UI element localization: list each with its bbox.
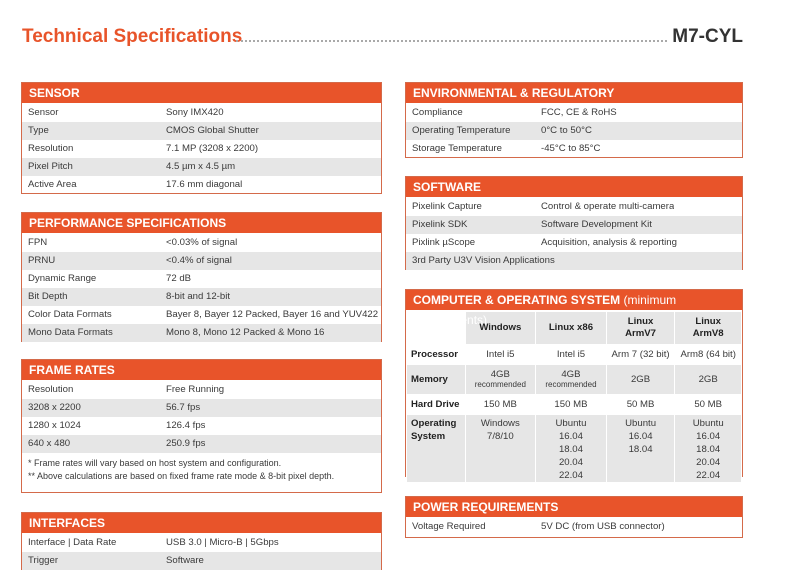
spec-full-row: 3rd Party U3V Vision Applications (412, 255, 555, 266)
spec-row (22, 399, 381, 417)
spec-key: 640 x 480 (28, 438, 71, 449)
os-row-label: Hard Drive (407, 395, 466, 415)
page-title: Technical Specifications (22, 26, 243, 47)
spec-key: 1280 x 1024 (28, 420, 81, 431)
environmental-rows (406, 104, 742, 158)
model-name: M7-CYL (672, 26, 743, 47)
os-cell: Intel i5 (536, 345, 607, 365)
spec-key: Pixelink Capture (412, 201, 482, 212)
os-cell: 2GB (606, 365, 675, 395)
spec-key: Trigger (28, 555, 59, 566)
spec-key: Type (28, 125, 49, 136)
spec-key: Sensor (28, 107, 59, 118)
spec-key: Storage Temperature (412, 143, 502, 154)
spec-key: Voltage Required (412, 521, 486, 532)
frame-rates-section (21, 359, 382, 493)
os-version: 20.04 (696, 457, 721, 468)
os-cell: Arm8 (64 bit) (675, 345, 742, 365)
spec-value: 126.4 fps (166, 420, 206, 431)
spec-row (406, 122, 742, 140)
spec-key: Interface | Data Rate (28, 537, 117, 548)
os-version: Ubuntu (555, 418, 587, 429)
spec-row (406, 198, 742, 216)
spec-row (406, 216, 742, 234)
spec-key: Color Data Formats (28, 309, 112, 320)
spec-key: Active Area (28, 179, 77, 190)
header-dotted-leader (236, 40, 667, 42)
os-cell (606, 415, 675, 483)
os-cell-value: 4GB (490, 369, 510, 380)
os-cell: Intel i5 (465, 345, 536, 365)
spec-value: FCC, CE & RoHS (541, 107, 617, 118)
os-col-header (675, 312, 742, 345)
spec-row (22, 552, 381, 570)
spec-value: Bayer 8, Bayer 12 Packed, Bayer 16 and YUV422 (166, 309, 379, 320)
computer-os-title (406, 290, 742, 327)
spec-value: Mono 8, Mono 12 Packed & Mono 16 (166, 327, 325, 338)
os-version: 18.04 (696, 444, 721, 455)
os-cell: 50 MB (606, 395, 675, 415)
os-cell (536, 415, 607, 483)
spec-row (22, 288, 381, 306)
computer-os-subtitle: (minimum requirements) (413, 293, 677, 327)
power-title: POWER REQUIREMENTS (406, 497, 742, 518)
spec-row (406, 518, 742, 536)
spec-value: 0°C to 50°C (541, 125, 592, 136)
os-cell (536, 365, 607, 395)
os-memory-row (407, 365, 742, 395)
computer-os-heading: COMPUTER & OPERATING SYSTEM (413, 293, 621, 307)
spec-row (22, 534, 381, 552)
os-col-header: Linux x86 (536, 312, 607, 345)
os-cell (675, 415, 742, 483)
spec-row (22, 324, 381, 342)
os-cell-value: Windows 7/8/10 (480, 418, 520, 442)
os-col-header-label: Linux ArmV8 (692, 316, 724, 339)
os-cell: Arm 7 (32 bit) (606, 345, 675, 365)
os-version: 20.04 (558, 457, 583, 468)
interfaces-title: INTERFACES (22, 513, 381, 534)
spec-value: 17.6 mm diagonal (166, 179, 243, 190)
page-header (22, 24, 743, 54)
spec-value: Acquisition, analysis & reporting (541, 237, 677, 248)
spec-value: 5V DC (from USB connector) (541, 521, 665, 532)
os-version: 18.04 (628, 444, 653, 455)
os-cell-value: 4GB (561, 369, 581, 380)
os-cell (465, 365, 536, 395)
os-version: 16.04 (558, 431, 583, 442)
power-section (405, 496, 743, 538)
spec-key: Operating Temperature (412, 125, 511, 136)
spec-value: -45°C to 85°C (541, 143, 601, 154)
os-row-label: Processor (407, 345, 466, 365)
spec-value: <0.03% of signal (166, 237, 238, 248)
spec-row (22, 122, 381, 140)
spec-row (406, 252, 742, 270)
spec-key: Dynamic Range (28, 273, 97, 284)
spec-value: 250.9 fps (166, 438, 206, 449)
frame-rates-notes (22, 453, 381, 483)
spec-row (22, 270, 381, 288)
os-col-header: Windows (465, 312, 536, 345)
software-title: SOFTWARE (406, 177, 742, 198)
spec-value: 72 dB (166, 273, 192, 284)
performance-section (21, 212, 382, 342)
spec-value: 56.7 fps (166, 402, 201, 413)
os-version: 22.04 (696, 470, 721, 481)
spec-key: Pixel Pitch (28, 161, 73, 172)
os-col-header-label: Linux ArmV7 (625, 316, 657, 339)
os-version: 16.04 (696, 431, 721, 442)
environmental-title: ENVIRONMENTAL & REGULATORY (406, 83, 742, 104)
spec-value: Software Development Kit (541, 219, 652, 230)
software-section (405, 176, 743, 270)
spec-value: 4.5 µm x 4.5 µm (166, 161, 236, 172)
os-row-label-text: Operating System (411, 418, 457, 442)
interfaces-section (21, 512, 382, 570)
spec-row (22, 381, 381, 399)
footnote: ** Above calculations are based on fixed frame rate mode & 8-bit pixel depth. (28, 471, 335, 481)
spec-row (22, 104, 381, 122)
os-col-header (606, 312, 675, 345)
os-row-label (407, 415, 466, 483)
recommended-note: recommended (545, 380, 597, 389)
spec-row (22, 306, 381, 324)
spec-value: CMOS Global Shutter (166, 125, 259, 136)
spec-value: Sony IMX420 (166, 107, 224, 118)
spec-row (406, 140, 742, 158)
spec-key: Resolution (28, 384, 74, 395)
computer-os-table (406, 311, 742, 483)
os-system-row (407, 415, 742, 483)
spec-key: Resolution (28, 143, 74, 154)
os-version: Ubuntu (625, 418, 657, 429)
os-cell: 150 MB (465, 395, 536, 415)
performance-rows (22, 234, 381, 342)
spec-key: Pixlink µScope (412, 237, 476, 248)
spec-row (22, 158, 381, 176)
sensor-title: SENSOR (22, 83, 381, 104)
spec-row (406, 234, 742, 252)
frame-rates-rows (22, 381, 381, 453)
os-row-label: Memory (407, 365, 466, 395)
spec-value: USB 3.0 | Micro-B | 5Gbps (166, 537, 279, 548)
os-cell (465, 415, 536, 483)
spec-row (22, 234, 381, 252)
spec-row (22, 252, 381, 270)
spec-value: Free Running (166, 384, 225, 395)
sensor-section (21, 82, 382, 194)
spec-value: Control & operate multi-camera (541, 201, 675, 212)
recommended-note: recommended (474, 380, 526, 389)
spec-value: Software (166, 555, 204, 566)
spec-key: FPN (28, 237, 48, 248)
spec-key: Mono Data Formats (28, 327, 113, 338)
spec-key: 3208 x 2200 (28, 402, 81, 413)
os-cell: 150 MB (536, 395, 607, 415)
sensor-rows (22, 104, 381, 194)
os-cell: 50 MB (675, 395, 742, 415)
os-version: 18.04 (558, 444, 583, 455)
spec-key: Bit Depth (28, 291, 68, 302)
os-processor-row (407, 345, 742, 365)
spec-row (22, 435, 381, 453)
interfaces-rows (22, 534, 381, 570)
os-version: Ubuntu (692, 418, 724, 429)
os-version: 16.04 (628, 431, 653, 442)
spec-key: PRNU (28, 255, 56, 266)
os-version: 22.04 (558, 470, 583, 481)
spec-row (22, 140, 381, 158)
computer-os-section (405, 289, 743, 481)
spec-value: 7.1 MP (3208 x 2200) (166, 143, 259, 154)
environmental-section (405, 82, 743, 158)
spec-key: Compliance (412, 107, 463, 118)
spec-row (22, 417, 381, 435)
os-harddrive-row (407, 395, 742, 415)
footnote: * Frame rates will vary based on host system and configuration. (28, 458, 282, 468)
spec-value: 8-bit and 12-bit (166, 291, 230, 302)
frame-rates-title: FRAME RATES (22, 360, 381, 381)
software-rows (406, 198, 742, 270)
spec-value: <0.4% of signal (166, 255, 232, 266)
spec-row (22, 176, 381, 194)
spec-key: Pixelink SDK (412, 219, 468, 230)
power-rows (406, 518, 742, 536)
os-cell: 2GB (675, 365, 742, 395)
spec-row (406, 104, 742, 122)
performance-title: PERFORMANCE SPECIFICATIONS (22, 213, 381, 234)
